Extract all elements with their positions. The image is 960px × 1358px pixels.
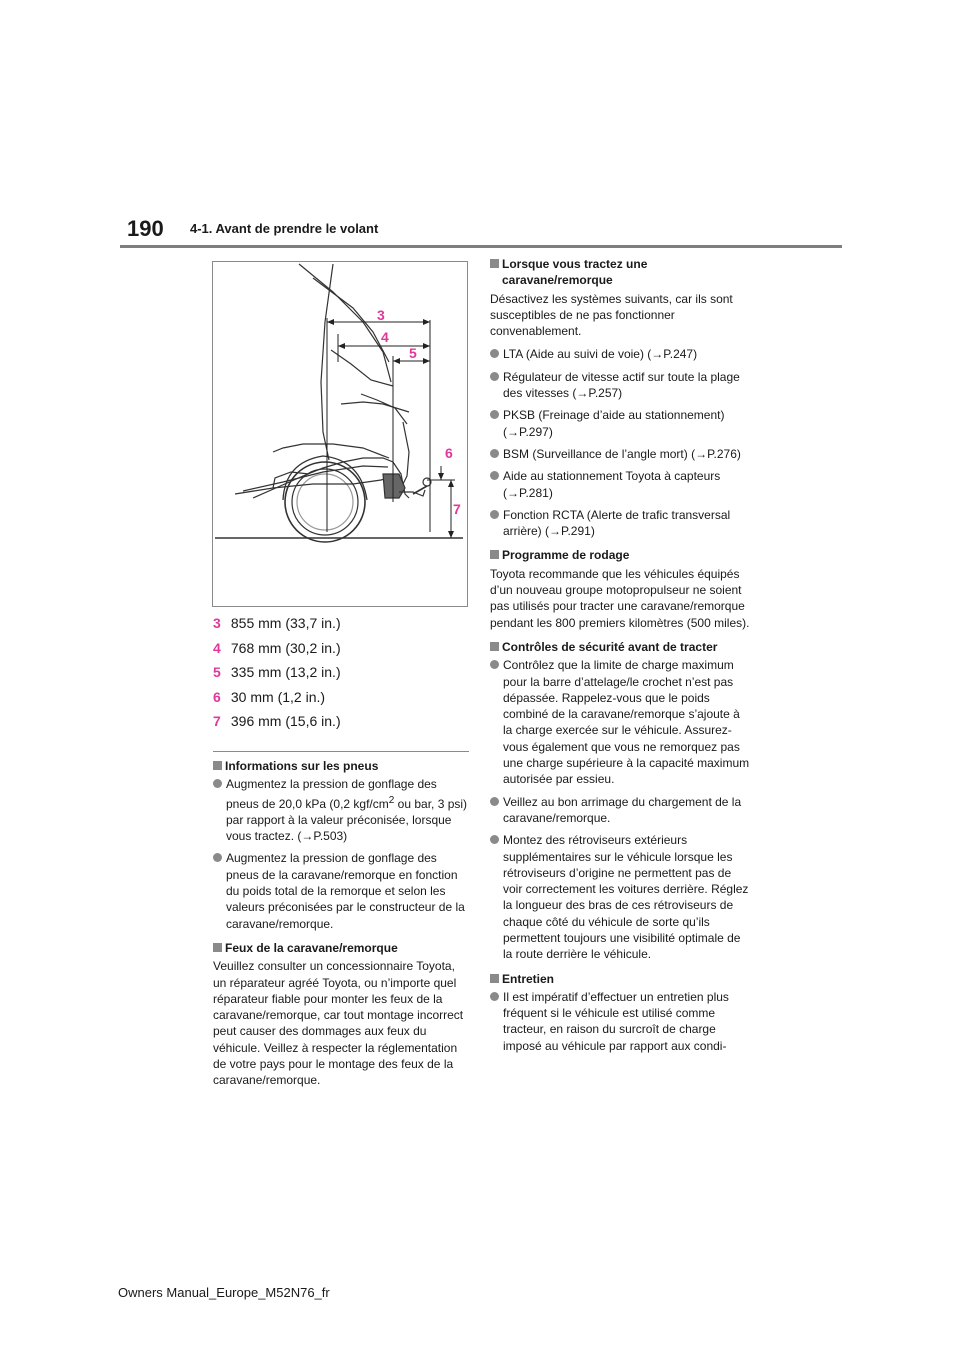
tires-bullet-1-text-a: Augmentez la pression de gonflage des pneus de 20,0 kPa (0,2 kgf/cm: [226, 777, 437, 811]
towing-heading: Lorsque vous tractez une caravane/remorque: [490, 256, 752, 289]
dimension-value: 768 mm (30,2 in.): [230, 639, 341, 656]
towing-item-text: PKSB (Freinage d’aide au stationnement) (: [503, 408, 725, 439]
callout-3: 3: [377, 307, 385, 323]
towing-item: [490, 507, 752, 540]
section-title: 4-1. Avant de prendre le volant: [190, 221, 379, 236]
towing-section: [490, 256, 752, 539]
dimension-item: [213, 688, 469, 713]
dimension-number: 5: [213, 664, 221, 680]
dimension-item: [213, 712, 469, 737]
page-reference-link[interactable]: →P.247): [651, 347, 698, 362]
dimension-number: 3: [213, 615, 221, 631]
page-reference-link[interactable]: →P.297): [507, 424, 553, 439]
safety-item: Montez des rétroviseurs extérieurs supplémentaires sur le véhicule lorsque les rétroviseurs d’origine ne permettent pas de voir correctement les voitures derrière. Réglez la longueur des bras de ces rétroviseurs de chaque côté du véhicule de sorte qu’ils permettent toujours une visibilité optimale de la route derrière le véhicule.: [490, 832, 752, 962]
maintenance-heading: Entretien: [490, 971, 752, 987]
dimension-value: 335 mm (13,2 in.): [230, 664, 341, 680]
header-rule: [120, 245, 842, 248]
callout-5: 5: [409, 345, 417, 361]
maintenance-section: [490, 971, 752, 1054]
callout-4: 4: [381, 329, 389, 345]
tires-bullet-1-text-b: ou bar, 3 psi) par rapport à la valeur préconisée, lorsque vous tractez. (: [226, 796, 468, 844]
towing-dimensions-figure: [212, 261, 468, 607]
left-column: [213, 751, 469, 1097]
safety-item: Contrôlez que la limite de charge maximum pour la barre d’attelage/le crochet n’est pas dépassée. Rappelez-vous que le poids combiné de la caravane/remorque s’ajoute à la charge exercée sur le véhicule. Assurez-vous également que vous ne remorquez pas une charge supérieure à la capacité maximum autorisée par essieu.: [490, 657, 752, 787]
dimension-number: 4: [213, 639, 221, 656]
dimension-list: [213, 614, 469, 737]
dimension-item: [213, 614, 469, 639]
maintenance-item: Il est impératif d’effectuer un entretien plus fréquent si le véhicule est utilisé comme tracteur, en raison du surcroît de charge imposé au véhicule par rapport aux condi-: [490, 989, 752, 1054]
lights-heading: Feux de la caravane/remorque: [213, 940, 469, 956]
dimension-item: [213, 663, 469, 688]
page-reference-link[interactable]: →P.503): [301, 829, 348, 844]
rear-vehicle-illustration: [213, 262, 467, 606]
lights-section: [213, 940, 469, 1089]
safety-item: Veillez au bon arrimage du chargement de la caravane/remorque.: [490, 794, 752, 827]
dimension-value: 396 mm (15,6 in.): [230, 713, 341, 729]
callout-6: 6: [445, 445, 453, 461]
towing-item: [490, 346, 752, 362]
tires-section: [213, 758, 469, 932]
superscript: 2: [388, 794, 395, 806]
safety-heading: Contrôles de sécurité avant de tracter: [490, 639, 752, 655]
break-in-section: [490, 547, 752, 630]
tires-heading: Informations sur les pneus: [213, 758, 469, 774]
callout-7: 7: [453, 501, 461, 517]
right-column: [490, 256, 752, 1062]
towing-item: [490, 468, 752, 501]
footer-manual-id: Owners Manual_Europe_M52N76_fr: [118, 1285, 330, 1300]
dimension-value: 30 mm (1,2 in.): [230, 688, 326, 705]
break-in-heading: Programme de rodage: [490, 547, 752, 563]
towing-item: [490, 446, 752, 462]
towing-item-text: BSM (Surveillance de l’angle mort) (: [503, 446, 696, 461]
page-number: 190: [127, 216, 164, 241]
dimension-number: 6: [213, 688, 221, 705]
towing-item: [490, 407, 752, 440]
break-in-text: Toyota recommande que les véhicules équipés d’un nouveau groupe motopropulseur ne soient pas utilisés pour tracter une caravane/remorque pendant les 800 premiers kilomètres (500 miles).: [490, 566, 750, 630]
safety-section: [490, 639, 752, 963]
towing-intro: Désactivez les systèmes suivants, car ils sont susceptibles de ne pas fonctionner convenablement.: [490, 291, 733, 339]
dimension-value: 855 mm (33,7 in.): [230, 615, 341, 631]
towing-item-text: Fonction RCTA (Alerte de trafic transversal arrière) (: [503, 507, 731, 539]
dimension-item: [213, 639, 469, 664]
page-reference-link[interactable]: →P.281): [507, 485, 553, 500]
towing-item-text: Aide au stationnement Toyota à capteurs (: [503, 469, 721, 500]
towing-item-text: Régulateur de vitesse actif sur toute la plage des vitesses (: [503, 369, 740, 401]
page-reference-link[interactable]: →P.257): [576, 386, 623, 401]
towing-item-text: LTA (Aide au suivi de voie) (: [503, 347, 652, 362]
tires-bullet-2: Augmentez la pression de gonflage des pneus de la caravane/remorque en fonction du poids total de la remorque et selon les valeurs préconisées par le constructeur de la caravane/remorque.: [213, 850, 469, 931]
tires-bullet-1: [213, 776, 469, 844]
page-reference-link[interactable]: →P.291): [549, 524, 595, 539]
dimension-number: 7: [213, 713, 221, 729]
lights-text: Veuillez consulter un concessionnaire Toyota, un réparateur agréé Toyota, ou n’importe quel réparateur fiable pour monter les feux de la caravane/remorque, car tout montage incorrect peut causer des dommages aux feux du véhicule. Veillez à respecter la réglementation de votre pays pour le montage des feux de la caravane/remorque.: [213, 959, 464, 1088]
page-reference-link[interactable]: →P.276): [695, 446, 741, 461]
towing-item: [490, 369, 752, 402]
